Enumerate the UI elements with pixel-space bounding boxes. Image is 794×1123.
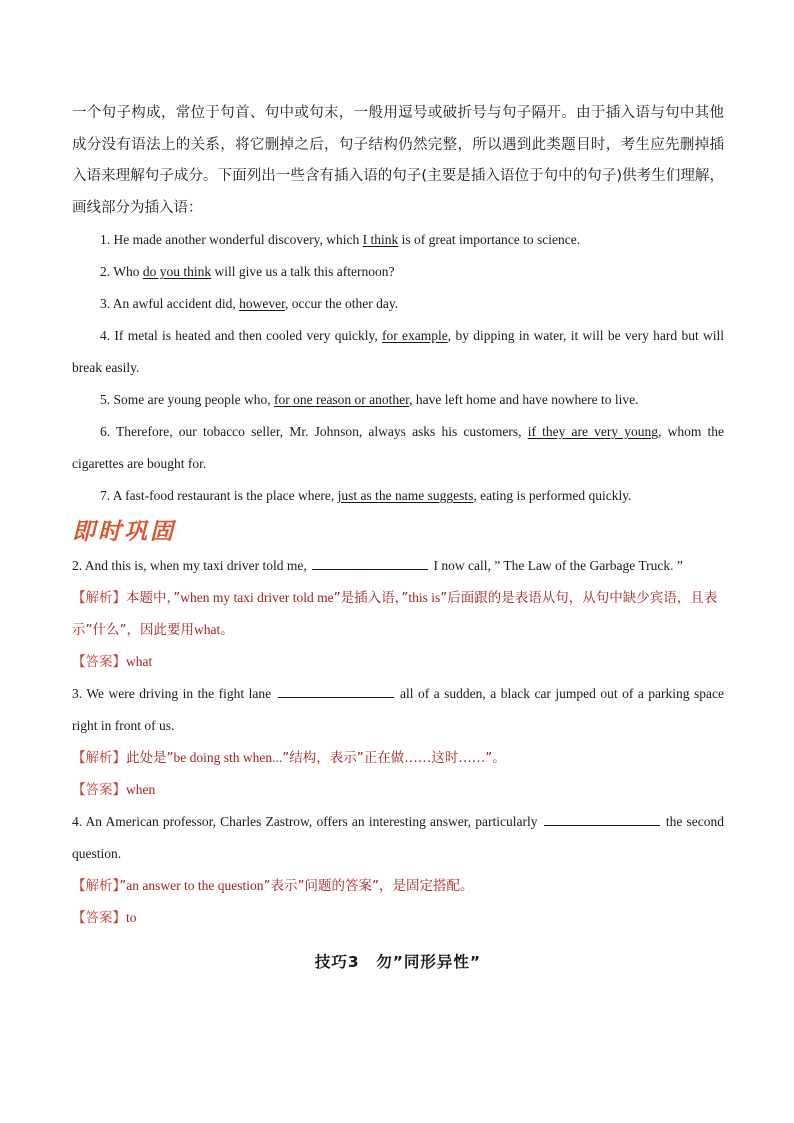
analysis-text: ”结构，表示”正在做……这时……”。 xyxy=(282,750,506,766)
example-item xyxy=(72,320,724,384)
example-item xyxy=(72,224,724,256)
example-text: , by dipping in water, it will be very hard but will break easily. xyxy=(72,328,724,375)
example-text: 1. He made another wonderful discovery, which xyxy=(100,232,363,247)
analysis-text: ”是插入语，” xyxy=(333,590,409,606)
answer-value: to xyxy=(126,910,137,925)
answer-blank xyxy=(544,811,660,826)
answer-value: when xyxy=(126,782,156,797)
parenthesis-underlined: for example xyxy=(382,328,448,343)
answer-blank xyxy=(278,683,394,698)
question-block xyxy=(72,806,724,934)
analysis-tag: 【解析】 xyxy=(72,590,126,606)
question-text xyxy=(72,806,724,870)
example-item xyxy=(72,256,724,288)
question-block xyxy=(72,678,724,806)
example-item xyxy=(72,416,724,480)
example-text: 6. Therefore, our tobacco seller, Mr. Johnson, always asks his customers, xyxy=(100,424,528,439)
analysis-text: ”表示”问题的答案”，是固定搭配。 xyxy=(263,878,474,894)
question-stem: all of a sudden, a black car jumped out of a parking space right in front of us. xyxy=(72,686,724,733)
example-text: will give us a talk this afternoon? xyxy=(211,264,395,279)
question-stem: I now call, ” The Law of the Garbage Truck. ” xyxy=(430,558,683,573)
section-heading: 即时巩固 xyxy=(72,519,176,545)
analysis xyxy=(72,582,724,646)
parenthesis-underlined: however xyxy=(239,296,286,311)
analysis-text: what xyxy=(194,622,221,637)
example-text: 5. Some are young people who, xyxy=(100,392,274,407)
example-text: is of great importance to science. xyxy=(398,232,581,247)
parenthesis-underlined: I think xyxy=(362,232,399,247)
question-block xyxy=(72,550,724,678)
analysis-text: 本题中，” xyxy=(126,590,181,606)
example-item xyxy=(72,288,724,320)
example-text: , eating is performed quickly. xyxy=(473,488,632,503)
analysis-text: when my taxi driver told me xyxy=(180,590,334,605)
example-text: 4. If metal is heated and then cooled very quickly, xyxy=(100,328,383,343)
analysis-tag: 【解析】 xyxy=(72,750,126,766)
example-text: , whom the cigarettes are bought for. xyxy=(72,424,725,471)
parenthesis-underlined: just as the name suggests xyxy=(337,488,474,503)
parenthesis-underlined: for one reason or another xyxy=(273,392,410,407)
example-text: , occur the other day. xyxy=(285,296,399,311)
answer-tag: 【答案】 xyxy=(72,782,126,798)
example-text: 7. A fast-food restaurant is the place where, xyxy=(100,488,338,503)
parenthesis-underlined: if they are very young xyxy=(527,424,659,439)
example-item xyxy=(72,480,724,512)
answer-tag: 【答案】 xyxy=(72,654,126,670)
answer xyxy=(72,646,724,678)
parenthesis-underlined: do you think xyxy=(142,264,212,279)
analysis-text: an answer to the question xyxy=(126,878,264,893)
analysis-text: 此处是” xyxy=(126,750,174,766)
analysis-text: this is xyxy=(408,590,441,605)
example-item xyxy=(72,384,724,416)
tip-title: 技巧3 勿”同形异性” xyxy=(314,953,482,971)
analysis xyxy=(72,870,724,902)
question-stem: 2. And this is, when my taxi driver told me, xyxy=(72,558,311,573)
question-text xyxy=(72,678,724,742)
analysis xyxy=(72,742,724,774)
answer-blank xyxy=(312,555,428,570)
analysis-text: be doing sth when... xyxy=(173,750,283,765)
example-text: 3. An awful accident did, xyxy=(100,296,240,311)
question-stem: 3. We were driving in the fight lane xyxy=(72,686,276,701)
question-text xyxy=(72,550,724,582)
example-text: 2. Who xyxy=(100,264,143,279)
analysis-text: ”后面跟的是表语从句，从句中缺少宾语，且表示”什么”，因此要用 xyxy=(72,590,718,638)
answer xyxy=(72,774,724,806)
example-text: , have left home and have nowhere to live. xyxy=(409,392,639,407)
analysis-text: ” xyxy=(119,878,127,894)
answer xyxy=(72,902,724,934)
question-stem: the second question. xyxy=(72,814,724,861)
answer-value: what xyxy=(126,654,153,669)
intro-paragraph: 一个句子构成，常位于句首、句中或句末，一般用逗号或破折号与句子隔开。由于插入语与句中其他成分没有语法上的关系，将它删掉之后，句子结构仍然完整，所以遇到此类题目时，考生应先删掉插入语来理解句子成分。下面列出一些含有插入语的句子(主要是插入语位于句中的句子)供考生们理解，画线部分为插入语： xyxy=(72,105,724,216)
document-page xyxy=(72,98,724,972)
answer-tag: 【答案】 xyxy=(72,910,126,926)
analysis-text: 。 xyxy=(220,622,234,638)
analysis-tag: 【解析】 xyxy=(72,878,120,894)
question-stem: 4. An American professor, Charles Zastrow, offers an interesting answer, particularly xyxy=(72,814,542,829)
examples-list xyxy=(72,224,724,512)
